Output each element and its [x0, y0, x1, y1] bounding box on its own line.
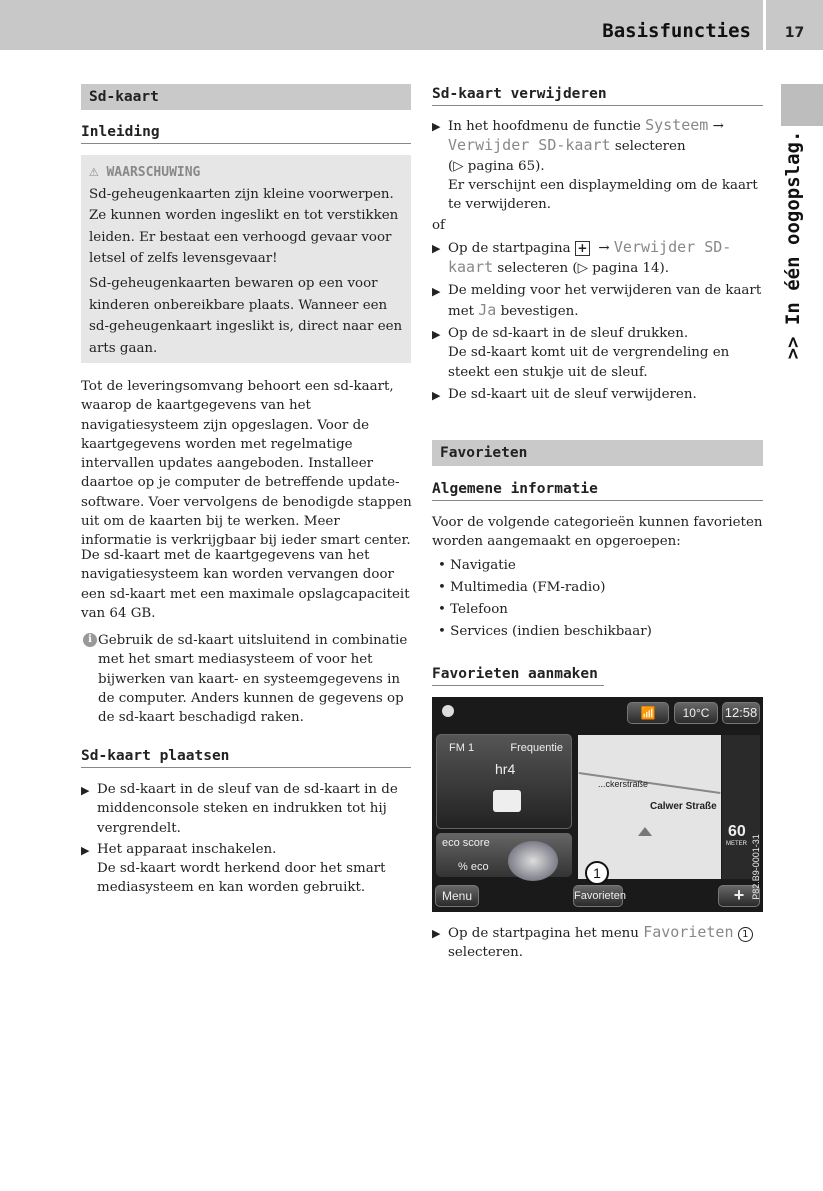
info-icon: i — [83, 633, 97, 647]
radio-band: FM 1 — [449, 742, 475, 754]
list-item: • Navigatie — [438, 558, 516, 573]
globe-icon — [508, 841, 558, 881]
list-item: • Telefoon — [438, 602, 508, 617]
intro-paragraph: Tot de leveringsomvang behoort een sd-kaart, waarop de kaartgegevens van het navigatiesysteem zijn opgeslagen. Voor de kaartgegevens worden met regelmatige intervallen updates aangeboden. Installeer daartoe op je computer de betreffende update-software. Voer vervolgens de benodigde stappen uit om de kaarten bij te werken. Meer informatie is verkrijgbaar bij ieder smart center. — [81, 379, 412, 549]
favorites-button[interactable]: Favorieten — [573, 885, 623, 907]
heading-inleiding: Inleiding — [81, 124, 411, 144]
eco-percent: % eco — [458, 861, 489, 873]
category-list — [432, 555, 763, 643]
warning-text-1: Sd-geheugenkaarten zijn kleine voorwerpen. Ze kunnen worden ingeslikt en tot verstikken leiden. Er bestaat een verhoogd gevaar voor letsel of zelfs levensgevaar! — [89, 186, 399, 267]
chapter-title: Basisfuncties — [602, 20, 751, 42]
heading-favorieten-aanmaken: Favorieten aanmaken — [432, 666, 604, 686]
position-arrow-icon — [638, 827, 652, 836]
section-favorieten: Favorieten — [432, 440, 763, 466]
radio-icon — [493, 790, 521, 812]
heading-algemene-informatie: Algemene informatie — [432, 481, 763, 501]
step: ▶ Het apparaat inschakelen. De sd-kaart wordt herkend door het smart mediasysteem en kan worden gebruikt. — [81, 841, 386, 896]
or-text: of — [432, 218, 446, 234]
temperature: 10°C — [674, 702, 718, 724]
distance: 60 — [728, 823, 746, 840]
page-number: 17 — [784, 25, 805, 41]
callout-1-icon: 1 — [738, 927, 753, 942]
heading-sd-kaart-verwijderen: Sd-kaart verwijderen — [432, 86, 763, 106]
list-item: • Multimedia (FM-radio) — [438, 580, 606, 595]
plus-icon: + — [575, 241, 590, 256]
step: ▶ De sd-kaart in de sleuf van de sd-kaart in de middenconsole steken en indrukken tot hij vergrendelt. — [81, 782, 398, 836]
step: ▶ In het hoofdmenu de functie Systeem → Verwijder SD-kaart selecteren (▷ pagina 65). Er verschijnt een displaymelding om de kaart te verwijderen. — [432, 116, 758, 213]
page-number-box — [766, 0, 823, 50]
menu-button[interactable]: Menu — [435, 885, 479, 907]
radio-frequency: Frequentie — [510, 742, 563, 754]
figure-code: P82.B9-0001-31 — [751, 834, 761, 900]
warning-box — [81, 155, 411, 363]
heading-sd-kaart-plaatsen: Sd-kaart plaatsen — [81, 748, 411, 768]
callout-1: 1 — [585, 861, 609, 885]
warning-triangle-icon: ⚠ — [89, 161, 99, 180]
smart-logo-icon — [442, 705, 454, 717]
map-view: ...ckerstraße Calwer Straße — [578, 735, 721, 879]
step: ▶ Op de sd-kaart in de sleuf drukken. De sd-kaart komt uit de vergrendeling en steekt een stukje uit de sleuf. — [432, 325, 730, 380]
clock: 12:58 — [722, 702, 760, 724]
radio-station: hr4 — [495, 761, 516, 777]
list-item: • Services (indien beschikbaar) — [438, 624, 652, 639]
phone-signal-icon: 📶 — [627, 702, 669, 724]
step: ▶ De melding voor het verwijderen van de kaart met Ja bevestigen. — [432, 283, 762, 319]
warning-title: ⚠ WAARSCHUWING — [89, 161, 201, 180]
screen-illustration: 📶 10°C 12:58 FM 1 Frequentie hr4 eco score % eco ...ckerstraße Calwer Straße 60 METER Menu Favorieten 1 + P82.B9-0001-31 — [432, 697, 763, 912]
step: ▶ De sd-kaart uit de sleuf verwijderen. — [432, 386, 697, 402]
warning-text-2: Sd-geheugenkaarten bewaren op een voor kinderen onbereikbare plaats. Wanneer een sd-geheugenkaart ingeslikt is, direct naar een arts gaan. — [89, 275, 403, 356]
step-arrow-icon: ▶ — [81, 843, 90, 857]
step: ▶ Op de startpagina het menu Favorieten 1 selecteren. — [432, 923, 763, 963]
step-arrow-icon: ▶ — [81, 784, 90, 797]
plus-button[interactable]: + — [718, 885, 760, 907]
eco-score: eco score — [442, 837, 490, 849]
step: ▶ Op de startpagina + → Verwijder SD-kaart selecteren (▷ pagina 14). — [432, 237, 732, 277]
section-sd-kaart: Sd-kaart — [81, 84, 411, 110]
side-tab — [781, 84, 823, 126]
side-tab-label: >> In één oogopslag. — [782, 130, 804, 360]
general-text: Voor de volgende categorieën kunnen favorieten worden aangemaakt en opgeroepen: — [432, 515, 763, 550]
page-header — [0, 0, 763, 50]
capacity-paragraph: De sd-kaart met de kaartgegevens van het navigatiesysteem kan worden vervangen door een sd-kaart met een maximale opslagcapaciteit van 64 GB. — [81, 548, 410, 621]
info-note: i Gebruik de sd-kaart uitsluitend in combinatie met het smart mediasysteem of voor het bijwerken van kaart- en systeemgegevens in de computer. Anders kunnen de gegevens op de sd-kaart beschadigd raken. — [81, 631, 412, 727]
